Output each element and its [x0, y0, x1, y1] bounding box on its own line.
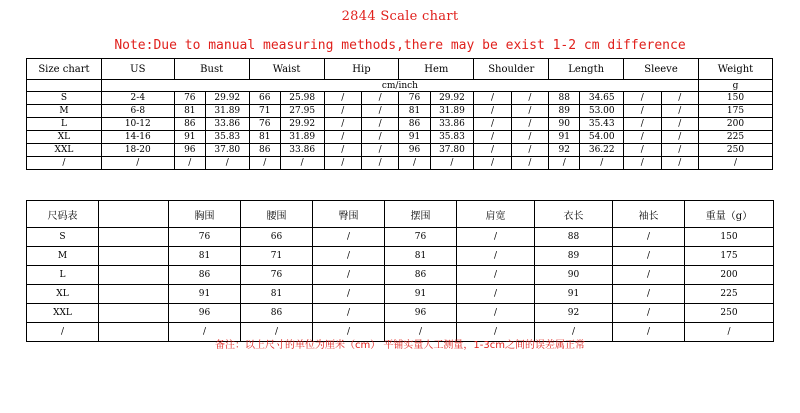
- table-cell: /: [313, 266, 385, 285]
- table-cell: 31.89: [280, 131, 324, 144]
- table-cell: 96: [399, 144, 430, 157]
- table-cell: /: [361, 92, 398, 105]
- header-size-chart: Size chart: [27, 59, 102, 80]
- table-cell: 27.95: [280, 105, 324, 118]
- table-cell: 200: [685, 266, 774, 285]
- table-cell: 81: [241, 285, 313, 304]
- table-cell: 35.83: [430, 131, 474, 144]
- table-cell: /: [624, 131, 661, 144]
- table-cell: /: [313, 228, 385, 247]
- table-cell: 36.22: [580, 144, 624, 157]
- table-cell: 88: [549, 92, 580, 105]
- table-cell: /: [474, 157, 511, 170]
- table-cell: /: [613, 247, 685, 266]
- header-cn-waist: 腰围: [241, 201, 313, 228]
- table-cell: S: [27, 228, 99, 247]
- table-cell: 91: [535, 285, 613, 304]
- table-cell: 96: [385, 304, 457, 323]
- table-cell: /: [280, 157, 324, 170]
- table-cell: /: [624, 105, 661, 118]
- table-cell: /: [613, 304, 685, 323]
- unit-empty-cell: [27, 80, 102, 92]
- table-cell: 81: [174, 105, 205, 118]
- header-cn-bust: 胸围: [169, 201, 241, 228]
- table-cell: /: [698, 157, 772, 170]
- table-cell: 29.92: [280, 118, 324, 131]
- table-cell: 175: [698, 105, 772, 118]
- header-shoulder: Shoulder: [474, 59, 549, 80]
- table-cell: 66: [249, 92, 280, 105]
- table-cell: 90: [549, 118, 580, 131]
- table-cell: /: [361, 105, 398, 118]
- table-cell: 18-20: [101, 144, 174, 157]
- table-cell: /: [457, 323, 535, 342]
- header-hip: Hip: [324, 59, 399, 80]
- table-cell: XXL: [27, 304, 99, 323]
- table-cell: 91: [169, 285, 241, 304]
- table-cell: /: [549, 157, 580, 170]
- header-bust: Bust: [174, 59, 249, 80]
- header-sleeve: Sleeve: [624, 59, 699, 80]
- table-cell: /: [324, 144, 361, 157]
- table-cell: 175: [685, 247, 774, 266]
- table-cell: 14-16: [101, 131, 174, 144]
- unit-grams: g: [698, 80, 772, 92]
- size-chart-table-chinese: [26, 200, 774, 342]
- table-row: [27, 304, 774, 323]
- table-cell: 86: [385, 266, 457, 285]
- table-cell: 76: [399, 92, 430, 105]
- table-cell: 225: [698, 131, 772, 144]
- table-cell: [99, 228, 169, 247]
- table-cell: /: [457, 266, 535, 285]
- table-cell: /: [457, 228, 535, 247]
- table-cell: L: [27, 266, 99, 285]
- table-cell: 86: [174, 118, 205, 131]
- table-cell: 25.98: [280, 92, 324, 105]
- table-cell: /: [661, 118, 698, 131]
- table-cell: /: [169, 323, 241, 342]
- header-cn-blank: [99, 201, 169, 228]
- table-cell: /: [511, 92, 548, 105]
- table-cell: /: [474, 144, 511, 157]
- table-row: [27, 228, 774, 247]
- table-cell: /: [313, 323, 385, 342]
- table-cell: /: [511, 157, 548, 170]
- table-cell: [99, 266, 169, 285]
- table-cell: /: [27, 323, 99, 342]
- table-cell: [99, 304, 169, 323]
- table-cell: 33.86: [280, 144, 324, 157]
- table-cell: M: [27, 105, 102, 118]
- table-cell: /: [474, 105, 511, 118]
- table-cell: /: [361, 118, 398, 131]
- table-cell: 76: [169, 228, 241, 247]
- table-cell: [99, 285, 169, 304]
- table-cell: L: [27, 118, 102, 131]
- table-cell: 81: [249, 131, 280, 144]
- table-cell: /: [474, 131, 511, 144]
- table-cell: /: [661, 144, 698, 157]
- table-cell: /: [27, 157, 102, 170]
- table-cell: 81: [399, 105, 430, 118]
- table-row: [27, 266, 774, 285]
- table-cell: 150: [685, 228, 774, 247]
- table-row: [27, 105, 773, 118]
- table-cell: /: [511, 144, 548, 157]
- table-cell: /: [624, 118, 661, 131]
- table-cell: /: [661, 131, 698, 144]
- table-cell: 91: [399, 131, 430, 144]
- table-cell: 96: [169, 304, 241, 323]
- table-cell: 250: [685, 304, 774, 323]
- table-cell: /: [624, 92, 661, 105]
- table-cell: /: [613, 323, 685, 342]
- table-cell: /: [457, 304, 535, 323]
- table-cell: XL: [27, 285, 99, 304]
- table-cell: 225: [685, 285, 774, 304]
- measurement-note: Note:Due to manual measuring methods,there may be exist 1-2 cm difference: [114, 38, 686, 53]
- table-cell: /: [474, 92, 511, 105]
- table-cell: 35.43: [580, 118, 624, 131]
- table-cell: 53.00: [580, 105, 624, 118]
- table-cell: 31.89: [205, 105, 249, 118]
- table-cell: 89: [535, 247, 613, 266]
- table-cell: 92: [549, 144, 580, 157]
- table-cell: 76: [385, 228, 457, 247]
- table-cell: 66: [241, 228, 313, 247]
- table-cell: /: [361, 144, 398, 157]
- table-cell: /: [313, 304, 385, 323]
- table-cell: /: [580, 157, 624, 170]
- size-chart-table-english: [26, 58, 773, 170]
- table-cell: /: [511, 131, 548, 144]
- table-cell: XXL: [27, 144, 102, 157]
- table-cell: 37.80: [430, 144, 474, 157]
- table-row: [27, 118, 773, 131]
- table-cell: 96: [174, 144, 205, 157]
- header-cn-length: 衣长: [535, 201, 613, 228]
- table-cell: /: [511, 105, 548, 118]
- footer-note: 备注：以上尺寸的单位为厘米（cm） 平铺实量人工测量，1-3cm之间的误差属正常: [215, 340, 585, 351]
- table-cell: 71: [249, 105, 280, 118]
- table-row: [27, 157, 773, 170]
- table-cell: 89: [549, 105, 580, 118]
- table-cell: /: [661, 157, 698, 170]
- table-cell: /: [324, 92, 361, 105]
- table-cell: M: [27, 247, 99, 266]
- table-cell: 250: [698, 144, 772, 157]
- table-cell: /: [613, 228, 685, 247]
- table-cell: 37.80: [205, 144, 249, 157]
- table-cell: [99, 247, 169, 266]
- header-waist: Waist: [249, 59, 324, 80]
- table-cell: 33.86: [205, 118, 249, 131]
- table-cell: /: [685, 323, 774, 342]
- table-cell: 2-4: [101, 92, 174, 105]
- table-cell: /: [324, 131, 361, 144]
- unit-cm-inch: cm/inch: [101, 80, 698, 92]
- table-row: [27, 285, 774, 304]
- table-row: [27, 92, 773, 105]
- table-cell: S: [27, 92, 102, 105]
- table-cell: XL: [27, 131, 102, 144]
- table-row: [27, 131, 773, 144]
- table-row: [27, 247, 774, 266]
- table-row: [27, 144, 773, 157]
- table-cell: /: [624, 144, 661, 157]
- header-weight: Weight: [698, 59, 772, 80]
- table-cell: 81: [169, 247, 241, 266]
- header-length: Length: [549, 59, 624, 80]
- table-cell: 33.86: [430, 118, 474, 131]
- table-cell: 29.92: [205, 92, 249, 105]
- table-cell: /: [661, 92, 698, 105]
- table-cell: /: [313, 285, 385, 304]
- table-cell: /: [661, 105, 698, 118]
- header-cn-hip: 臀围: [313, 201, 385, 228]
- table-cell: /: [313, 247, 385, 266]
- table-cell: 71: [241, 247, 313, 266]
- table-cell: /: [324, 118, 361, 131]
- table-cell: 29.92: [430, 92, 474, 105]
- table-cell: 91: [385, 285, 457, 304]
- table-cell: 91: [174, 131, 205, 144]
- table-cell: /: [613, 266, 685, 285]
- header-cn-weight: 重量（g）: [685, 201, 774, 228]
- table-cell: /: [324, 157, 361, 170]
- table-cell: 81: [385, 247, 457, 266]
- table-cell: 86: [241, 304, 313, 323]
- table-cell: /: [457, 247, 535, 266]
- table-cell: 35.83: [205, 131, 249, 144]
- table-cell: 92: [535, 304, 613, 323]
- table-cell: 54.00: [580, 131, 624, 144]
- table-cell: /: [457, 285, 535, 304]
- table-cell: /: [324, 105, 361, 118]
- table-cell: /: [241, 323, 313, 342]
- table-cell: 88: [535, 228, 613, 247]
- header-us: US: [101, 59, 174, 80]
- table-cell: /: [361, 157, 398, 170]
- table-cell: /: [361, 131, 398, 144]
- table-cell: 86: [249, 144, 280, 157]
- table-cell: 150: [698, 92, 772, 105]
- header-cn-hem: 摆围: [385, 201, 457, 228]
- table-cell: 10-12: [101, 118, 174, 131]
- header-cn-shoulder: 肩宽: [457, 201, 535, 228]
- table-cell: /: [613, 285, 685, 304]
- table-cell: 91: [549, 131, 580, 144]
- table-cell: 6-8: [101, 105, 174, 118]
- table-cell: /: [535, 323, 613, 342]
- table-cell: 34.65: [580, 92, 624, 105]
- table-cell: 31.89: [430, 105, 474, 118]
- table-cell: /: [399, 157, 430, 170]
- table-cell: /: [385, 323, 457, 342]
- header-hem: Hem: [399, 59, 474, 80]
- table-cell: 86: [169, 266, 241, 285]
- header-cn-sleeve: 袖长: [613, 201, 685, 228]
- table-cell: /: [174, 157, 205, 170]
- table-cell: /: [511, 118, 548, 131]
- table-cell: 90: [535, 266, 613, 285]
- chart-title: 2844 Scale chart: [341, 9, 459, 24]
- header-cn-size: 尺码表: [27, 201, 99, 228]
- table-cell: /: [101, 157, 174, 170]
- table-cell: /: [205, 157, 249, 170]
- table-cell: 200: [698, 118, 772, 131]
- table-cell: 76: [241, 266, 313, 285]
- table-cell: 86: [399, 118, 430, 131]
- table-cell: /: [474, 118, 511, 131]
- table-cell: /: [624, 157, 661, 170]
- table-cell: 76: [249, 118, 280, 131]
- table-cell: /: [430, 157, 474, 170]
- table-cell: 76: [174, 92, 205, 105]
- table-cell: /: [249, 157, 280, 170]
